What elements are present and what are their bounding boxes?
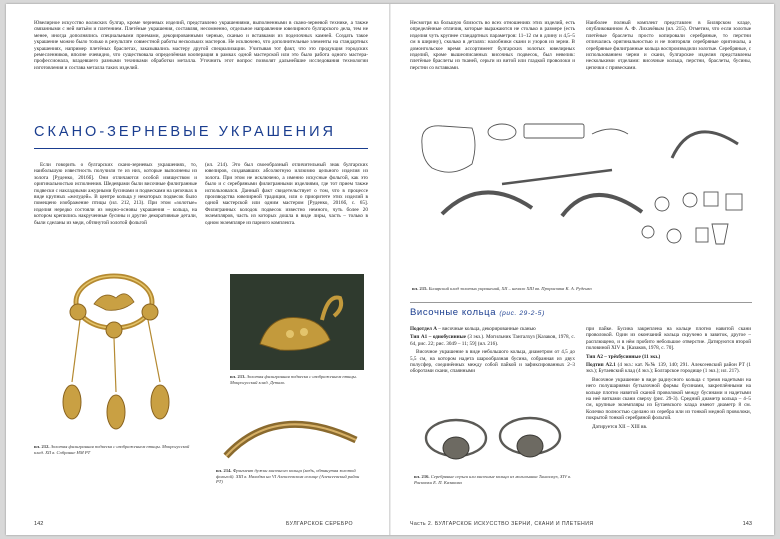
left-col-2 <box>205 162 368 228</box>
photo-213-bird-detail <box>230 274 364 370</box>
intro-paragraph: Ювелирное искусство волжских булгар, кроме черневых изделий, представлено украшениями, выполненными в скано-зерневой технике, а также связанными с ней витьём и плетением. Плетёные украшения, составляя, несомненно, отдельное направление ювелирного булгарского дела, тем не менее, иногда дополнялись специальными приемами, декорированными чернью, сканью и вставками из поделочных камней. Создать такое украшение можно было только в результате совместной работы нескольких мастеров. Не исключено, что дополнительные элементы на стандартных украшениях, например плетёных браслетах, заказывались мастеру другой специализации. Учитывая тот факт, что это продукция городских ремесленников, вполне очевидно, что существовала определённая кооперация в рамках одной мастерской или это было работа одного мастера-профессионала, владевшего разными техниками обработки металла. Уточнить этот вопрос позволят дальнейшие исследования технологии изготовления и состава металла таких изделий. <box>34 20 368 71</box>
left-col1-text: Если говорить о булгарских скано-зерневых украшениях, то, наибольшую известность получили те из них, которые выполнены из золота [Руденко, 2016б]. Они отличаются особой изяществом и оригинальностью исполнения. Шедеврами были височные филигранные подвески с накладными ажурными бусинами и подвесками на цепочках в виде крупных «желудей». В центре кольца у некоторых подвесок было помещено изображение птицы (ил. 212, 213). При этом «золотые» изделия нередко состояли из медно-основы украшения – кольца, на котором крепились накрученные бусины и другие декоративные детали, были сделаны из меди, обтянутой золотой фольгой <box>34 162 197 226</box>
figure-215-hoard-drawing <box>412 104 752 284</box>
caption-214-text: Фрагмент дужки височного кольца (медь, обтянутая золотой фольгой). XIII в. Находка на VI Алексеевском селище (Алексеевский район РТ) <box>216 468 360 485</box>
subsection-rule <box>410 302 752 303</box>
variant-text: Височное украшение в виде радиусного кольца с тремя надетыми на него полушариями бутылочной формы бусинами, закреплёнными на кольце плотно навитой сканой проволокой между бусинами и надетыми на неё витками скани сверху (рис. 29-3). Средний диаметр кольца – 4–5 см, крупные экземпляры из Бутаевского клада имеют диаметр 8 см. Колечко полностью сделано из серебра или из тонкой медной проволоки, покрытой тонкой серебряной фольгой. <box>586 376 751 422</box>
right-col-3 <box>410 326 575 377</box>
heading-text: Височные кольца <box>410 307 497 318</box>
caption-215 <box>412 286 752 292</box>
type1-text: Височное украшение в виде небольшого кольца, диаметром от 4,5 до 5,5 см, на котором надета шарообразная бусина, собранная из двух полусфер, соединённых между собой пайкой и зафиксированных 2–3 оборотами скани, спаянными <box>410 349 575 375</box>
type2-count: (11 экз.) <box>642 353 661 360</box>
left-col-1 <box>34 162 197 228</box>
caption-214 <box>216 468 366 485</box>
subsection-text: – височные кольца, декорированные сканью <box>438 326 536 332</box>
section-rule <box>34 148 368 149</box>
caption-212 <box>34 444 194 455</box>
caption-216-text: Серебряные серьги или височные кольца из могильника Тангалхуз, XIV в. Раскопки Е. П. Казакова <box>414 474 572 485</box>
left-page <box>6 4 390 535</box>
photo-212-pendant <box>34 262 194 442</box>
variant-line <box>586 362 751 375</box>
section-title: СКАНО-ЗЕРНЕВЫЕ УКРАШЕНИЯ <box>34 124 336 140</box>
caption-213-number: ил. 213. <box>230 374 246 379</box>
caption-212-text: Золотая филигранная подвеска с изображением птицы. Мокрогусской клад. XII в. Собрание НМ РТ <box>34 444 190 455</box>
right-col2-text: Наиболее полный комплект представлен в Билярском кладе, опубликованном А. Ф. Лихачёвым (ил. 215). Отметим, что если золотые плетёные браслеты просто копировали серебряные, то перстни отличались оригинальностью и не повторяли серебряные оригиналы, а серебряные филигранные кольца воспроизводили золотые. Серебряные, с использованием черни и скани, булгарские изделия представлены несколькими отделами: височные кольца, перстни, браслеты, бусины, цепочки с привесками. <box>586 20 751 71</box>
right-col-1 <box>410 20 575 73</box>
subsection-line <box>410 326 575 332</box>
book-spread <box>6 4 774 535</box>
left-col2-text: (ил. 214). Это был своеобразный отличительный знак булгарских ювелиров, создававших абсолютную иллюзию цельного изделия из золота. При этом не исключено, а именно искусные фольгой, как это было и с серебряными филигранными изделиями, где тот прием также использовался. Данный факт свидетельствует о том, что в процессе производства ювелирной традиции, или о приоритете этих изделий в одной мастерской или одним мастером [Руденко, 2016б, с. 65]. Филигранных колодок подвесок известно немного, чуть более 20 экземпляров, часть из которых дошла в виде лиры, часть – только в одном экземпляре из парного комплекта. <box>205 162 368 226</box>
right-col-4 <box>586 326 751 432</box>
right-col-2 <box>586 20 751 73</box>
right-page <box>390 4 774 535</box>
type2-line <box>586 354 751 360</box>
caption-216-number: ил. 216. <box>414 474 430 479</box>
caption-213 <box>230 374 370 385</box>
folio-right: 143 <box>742 521 752 527</box>
gold-pendant-illustration <box>34 262 194 442</box>
caption-214-number: ил. 214. <box>216 468 232 473</box>
heading-temple-rings <box>410 307 752 318</box>
hoard-line-drawing <box>412 104 752 284</box>
type1-line <box>410 334 575 347</box>
running-foot-left: БУЛГАРСКОЕ СЕРЕБРО <box>286 521 353 527</box>
folio-left: 142 <box>34 521 44 527</box>
caption-212-number: ил. 212. <box>34 444 50 449</box>
heading-ref: (рис. 29-2-5) <box>499 310 545 317</box>
ring-fragment-illustration <box>216 402 366 464</box>
photo-216-earrings <box>414 412 574 470</box>
variant-label: Подтип А2.1 <box>586 362 616 369</box>
caption-216 <box>414 474 576 485</box>
right-col1-text: Несмотря на большую близость во всех отношениях этих изделий, есть определённые отличия, которые выражаются не столько в размере (есть изделия чуть крупнее стандартных параметров: 11–12 см в длину и 4,5–5 см в ширину), сколько в деталях: налобники скани и узоров из зерни. В домонгольское время ассортимент булгарских золотых ювелирных изделий, кроме вышеописанных височных подвесок, был невелик: плетёные браслеты из тканей, серьги из витой или гладкой проволоки и перстни со вставками. <box>410 20 575 71</box>
bird-detail-illustration <box>230 274 364 370</box>
intro-block <box>34 20 368 73</box>
dating-text: Датируется XII – XIII вв. <box>592 423 648 430</box>
right-col3-text: при пайке. Бусина закреплена на кольце плотно навитой скани проволокой. Один из окончаний кольца скручено в завиток, другое – расплющено, и в нём пробито небольшое отверстие. Датируются второй половиной XIV в. [Казаков, 1978, с. 70]. <box>586 326 751 352</box>
earrings-illustration <box>414 412 574 470</box>
caption-215-number: ил. 215. <box>412 286 428 291</box>
running-foot-right: Часть 2. БУЛГАРСКОЕ ИСКУССТВО ЗЕРНИ, СКАНИ И ПЛЕТЕНИЯ <box>410 521 594 527</box>
type2-label: Тип А2 – трёхбусинные <box>586 353 641 360</box>
subsection-label: Подотдел А <box>410 326 437 332</box>
caption-215-text: Билярский клад золотых украшений, XII – начало XIII вв. Прорисовка К. А. Руденко <box>428 286 592 291</box>
type1-label: Тип А1 – одиобусинные <box>410 334 466 341</box>
variant-ref: (4 экз.: кат. №№ 139, 140; 291. Алексеевский район РТ (1 экз.); Бутаевский клад (4 экз.); Болгарское городище (1 экз.); ил. 217). <box>586 362 751 375</box>
caption-213-text: Золотая филигранная подвеска с изображением птицы. Мокрогусский клад. Деталь <box>230 374 357 385</box>
photo-214-ring-fragment <box>216 402 366 464</box>
type1-ref: (3 экз.). Могильник Тангалхуз [Казаков, 1978, с. 64, рис. 22; рис. 3049 – 11; 59] (ил. 216). <box>410 334 575 347</box>
